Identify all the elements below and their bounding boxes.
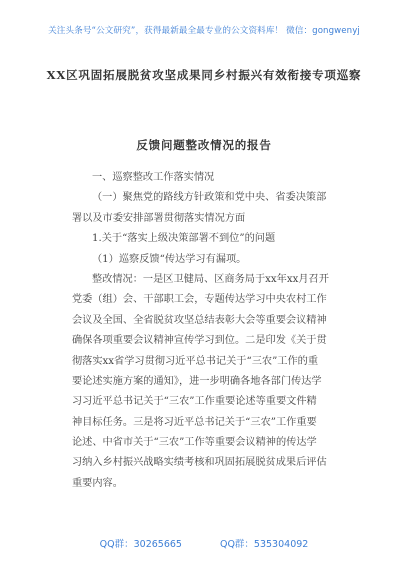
paragraph-line: 重要内容。 [72,477,123,489]
document-title-line-2: 反馈问题整改情况的报告 [136,138,272,152]
section-heading: 一、巡察整改工作落实情况 [92,172,215,183]
paragraph-line: 整改情况：一是区卫健局、区商务局于xx年xx月召开 [92,273,329,285]
paragraph-line: 会议及全国、全省脱贫攻坚总结表彰大会等重要会议精神 [72,314,327,326]
paragraph-line: 确保各项重要会议精神宣传学习到位。二是印发《关于贯 [72,335,327,347]
promo-banner: 关注头条号“公文研究”，获得最新最全最专业的公文资料库！ 微信：gongwenyj [48,26,360,36]
paragraph-line: 彻落实xx省学习贯彻习近平总书记关于“三农”工作的重 [72,355,319,367]
paragraph-line: （1）巡察反馈“传达学习有漏项。 [92,253,247,265]
paragraph-line: （一）聚焦党的路线方针政策和党中央、省委决策部 [92,192,327,204]
paragraph-line: 署以及市委安排部署贯彻落实情况方面 [72,212,246,224]
document-title-line-1: XX区巩固拓展脱贫攻坚成果同乡村振兴有效衔接专项巡察 [46,68,362,82]
paragraph-line: 习习近平总书记关于“三农”工作重要论述等重要文件精 [72,396,317,408]
paragraph-line: 1.关于“落实上级决策部署不到位”的问题 [92,233,276,245]
qq-group-2: QQ群：535304092 [219,539,309,550]
paragraph-line: 要论述实施方案的通知》，进一步明确各地各部门传达学 [72,375,322,387]
paragraph-line: 习纳入乡村振兴战略实绩考核和巩固拓展脱贫成果后评估 [72,457,327,469]
document-body [72,168,342,494]
paragraph-line: 党委（组）会、干部职工会，专题传达学习中央农村工作 [72,294,327,306]
paragraph-line: 神目标任务。三是将习近平总书记关于“三农”工作重要 [72,416,317,428]
qq-group-1: QQ群：30265665 [99,539,182,550]
footer-qq-groups [0,536,408,550]
paragraph-line: 论述、中省市关于“三农”工作等重要会议精神的传达学 [72,437,317,449]
